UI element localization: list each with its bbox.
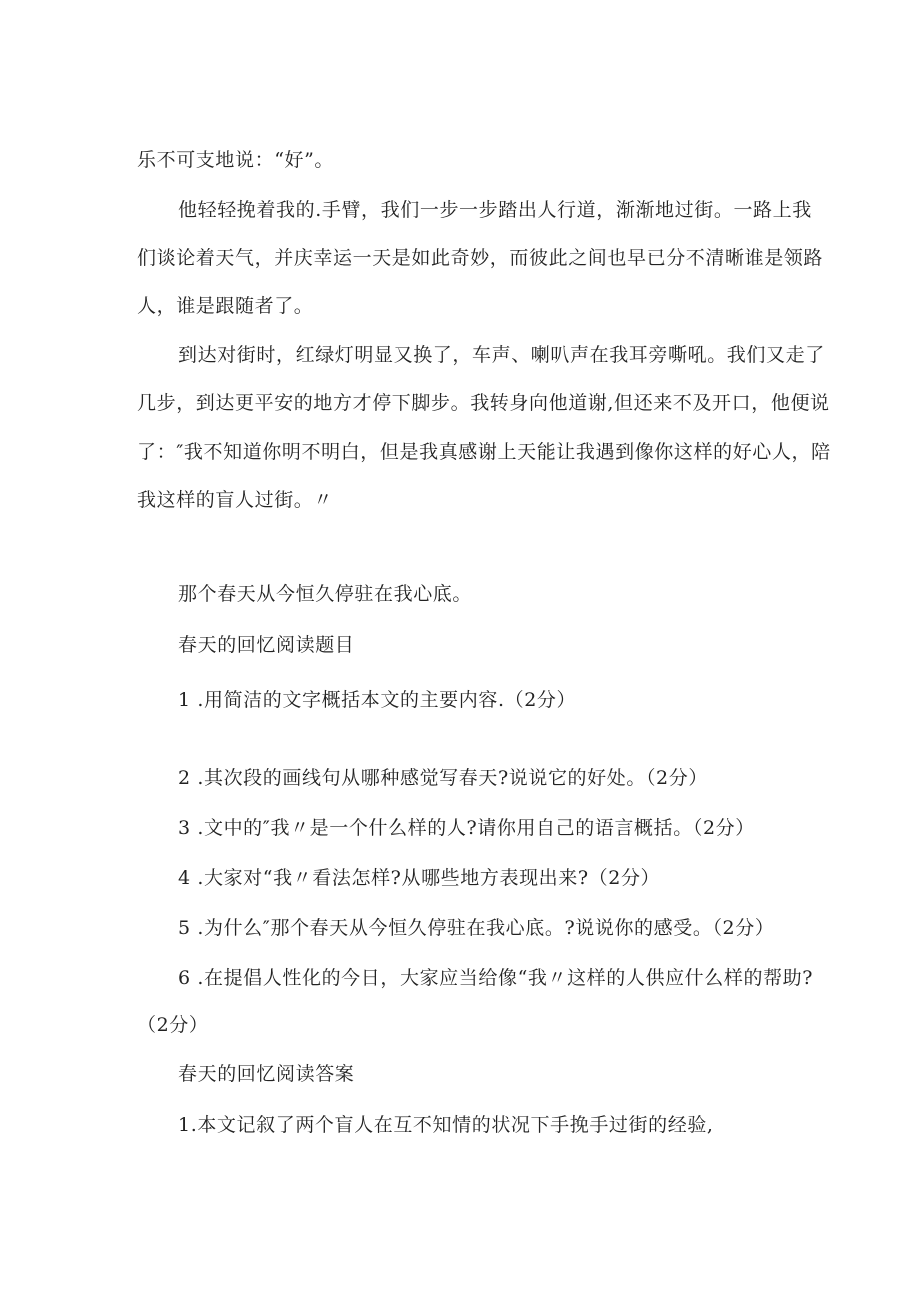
paragraph-2-line-2: 们谈论着天气，并庆幸运一天是如此奇妙，而彼此之间也早已分不清晰谁是领路 — [137, 247, 824, 269]
paragraph-2-line-3: 人，谁是跟随者了。 — [137, 295, 314, 317]
question-6-continuation: （2分） — [137, 1014, 209, 1036]
paragraph-2-line-1: 他轻轻挽着我的.手臂，我们一步一步踏出人行道，渐渐地过街。一路上我 — [178, 199, 812, 221]
question-3: 3 .文中的″我〃是一个什么样的人?请你用自己的语言概括。（2分） — [178, 817, 755, 839]
answer-1: 1.本文记叙了两个盲人在互不知情的状况下手挽手过街的经验, — [178, 1114, 714, 1136]
question-5: 5 .为什么″那个春天从今恒久停驻在我心底。?说说你的感受。（2分） — [178, 917, 775, 939]
question-4: 4 .大家对“我〃看法怎样?从哪些地方表现出来?（2分） — [178, 867, 661, 889]
paragraph-3-line-4: 我这样的盲人过街。〃 — [137, 489, 334, 511]
paragraph-3-line-2: 几步，到达更平安的地方才停下脚步。我转身向他道谢,但还来不及开口，他便说 — [137, 392, 830, 414]
question-6: 6 .在提倡人性化的今日，大家应当给像“我〃这样的人供应什么样的帮助? — [178, 967, 814, 989]
questions-heading: 春天的回忆阅读题目 — [178, 634, 355, 656]
paragraph-1-line-1: 乐不可支地说：“好”。 — [137, 149, 335, 171]
answers-heading: 春天的回忆阅读答案 — [178, 1063, 355, 1085]
paragraph-3-line-1: 到达对街时，红绿灯明显又换了，车声、喇叭声在我耳旁嘶吼。我们又走了 — [178, 344, 825, 366]
question-2: 2 .其次段的画线句从哪种感觉写春天?说说它的好处。（2分） — [178, 767, 708, 789]
paragraph-4-line-1: 那个春天从今恒久停驻在我心底。 — [178, 583, 473, 605]
paragraph-3-line-3: 了：″我不知道你明不明白，但是我真感谢上天能让我遇到像你这样的好心人，陪 — [137, 441, 831, 463]
question-1: 1 .用简洁的文字概括本文的主要内容.（2分） — [178, 689, 577, 711]
